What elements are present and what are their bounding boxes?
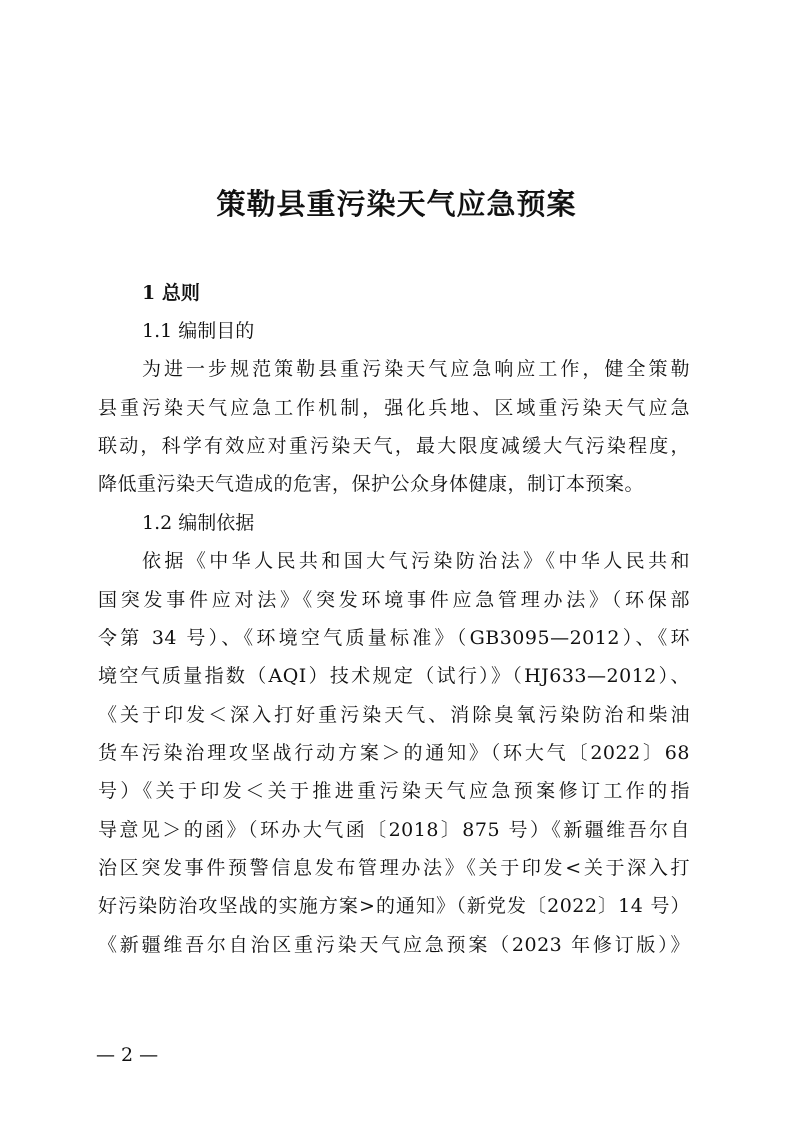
paragraph-line: 《新疆维吾尔自治区重污染天气应急预案（2023 年修订版）》 [98, 934, 690, 956]
paragraph-line: 境空气质量指数（AQI）技术规定（试行）》（HJ633—2012）、 [98, 665, 690, 687]
paragraph-line: 号）《关于印发＜关于推进重污染天气应急预案修订工作的指 [98, 780, 690, 802]
paragraph-line: 好污染防治攻坚战的实施方案>的通知》（新党发〔2022〕14 号） [98, 895, 690, 917]
section-heading-general: 1 总则 [142, 282, 200, 304]
page-number: — 2 — [96, 1044, 159, 1066]
section-heading-basis: 1.2 编制依据 [142, 512, 255, 534]
paragraph-line: 县重污染天气应急工作机制，强化兵地、区域重污染天气应急 [98, 397, 690, 419]
paragraph-line: 依据《中华人民共和国大气污染防治法》《中华人民共和 [142, 550, 690, 572]
section-heading-purpose: 1.1 编制目的 [142, 320, 255, 342]
paragraph-line: 《关于印发＜深入打好重污染天气、消除臭氧污染防治和柴油 [98, 704, 690, 726]
document-title: 策勒县重污染天气应急预案 [216, 187, 577, 221]
paragraph-line: 导意见＞的函》（环办大气函〔2018〕875 号）《新疆维吾尔自 [98, 819, 690, 841]
paragraph-line: 联动，科学有效应对重污染天气，最大限度减缓大气污染程度， [98, 435, 690, 457]
paragraph-line: 为进一步规范策勒县重污染天气应急响应工作，健全策勒 [142, 358, 690, 380]
paragraph-line: 令第 34 号）、《环境空气质量标准》（GB3095—2012）、《环 [98, 627, 690, 649]
paragraph-line: 货车污染治理攻坚战行动方案＞的通知》（环大气〔2022〕68 [98, 742, 690, 764]
paragraph-line: 治区突发事件预警信息发布管理办法》《关于印发<关于深入打 [98, 857, 690, 879]
paragraph-line: 国突发事件应对法》《突发环境事件应急管理办法》（环保部 [98, 589, 690, 611]
paragraph-line: 降低重污染天气造成的危害，保护公众身体健康，制订本预案。 [98, 473, 645, 495]
